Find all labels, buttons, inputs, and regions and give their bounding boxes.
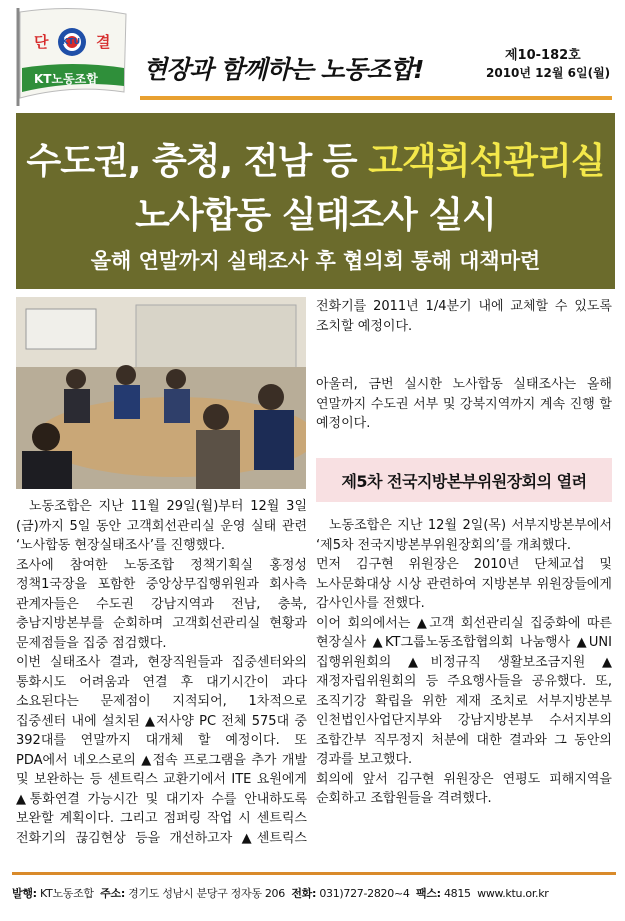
footer-website: www.ktu.or.kr — [477, 887, 549, 900]
union-flag-logo — [12, 6, 130, 106]
meeting-photo — [16, 297, 306, 489]
headline-line-1 — [16, 133, 615, 184]
article-1-paragraph-3-continuation: 전화기를 2011년 1/4분기 내에 교체할 수 있도록 조치할 예정이다. — [316, 299, 612, 334]
article-2-title: 제5차 전국지방본부위원장회의 열려 — [341, 471, 587, 491]
footer — [12, 885, 616, 901]
article-2-column — [316, 516, 612, 809]
headline-line-2: 노사합동 실태조사 실시 — [135, 195, 496, 236]
headline-line-1-text: 수도권, 충청, 전남 등 — [26, 141, 369, 182]
newsletter-slogan: 현장과 함께하는 노동조합! — [143, 55, 424, 84]
issue-number: 제10-182호 — [505, 48, 581, 63]
article-2-paragraph-1: 노동조합은 지난 12월 2일(목) 서부지방본부에서 ‘제5차 전국지방본부위원장회의’를 개최했다. — [316, 518, 612, 553]
issue-date: 2010년 12월 6일(월) — [486, 66, 611, 80]
footer-publisher-label: 발행: — [12, 887, 37, 900]
footer-phone: 031)727-2820~4 — [319, 887, 410, 900]
footer-phone-label: 전화: — [291, 887, 317, 900]
article-2-title-box — [316, 458, 612, 502]
footer-fax-label: 팩스: — [415, 887, 441, 900]
headline-subtitle: 올해 연말까지 실태조사 후 협의회 통해 대책마련 — [90, 249, 541, 273]
article-1-paragraph-3-continued — [316, 297, 612, 375]
flag-text-left: 단 — [34, 33, 49, 51]
footer-divider — [12, 872, 616, 875]
article-2-paragraph-4: 회의에 앞서 김구현 위원장은 연평도 피해지역을 순회하고 조합원들을 격려했다. — [316, 771, 612, 806]
headline-line-1-accent: 고객회선관리실 — [368, 141, 605, 182]
article-1-paragraph-4: 아울러, 금번 실시한 노사합동 실태조사는 올해 연말까지 수도권 서부 및 강북지역까지 계속 진행 할 예정이다. — [316, 377, 612, 431]
article-1-paragraph-1: 노동조합은 지난 11월 29일(월)부터 12월 3일(금)까지 5일 동안 고객회선관리실 운영 실태 관련 ‘노사합동 현장실태조사’를 진행했다. — [16, 499, 307, 553]
article-1-paragraph-2: 조사에 참여한 노동조합 정책기획실 홍정성 정책1국장을 포함한 중앙상무집행위원과 회사측 관계자들은 수도권 강남지역과 전남, 충북, 충남지방본부를 순회하며 고객회선관리실 현황과 문제점들을 집중 점검했다. — [16, 557, 307, 651]
article-1-paragraph-3 — [16, 653, 307, 848]
footer-address: 경기도 성남시 분당구 정자동 206 — [128, 887, 285, 900]
headline-box — [16, 113, 615, 289]
article-1-left-column — [16, 497, 307, 848]
article-2-paragraph-3: 이어 회의에서는 ▲고객 회선관리실 집중화에 따른 현장실사 ▲KT그룹노동조합협의회 나눔행사 ▲UNI 집행위원회의 ▲비정규직 생활보조금지원 ▲재정자립위원회의 등 주요행사들을 공유했다. 또, 조직기강 확립을 위한 제재 조치로 서부지방본부 인천법인사업단지부와 강남지방본부 수서지부의 조합간부 직무정지 처분에 대한 결과와 그 동안의 경과를 보고했다. — [316, 615, 612, 767]
flag-logo-text: KTU — [62, 37, 81, 46]
footer-publisher: KT노동조합 — [39, 887, 94, 900]
footer-fax: 4815 — [443, 887, 471, 900]
article-2-paragraph-2: 먼저 김구현 위원장은 2010년 단체교섭 및 노사문화대상 시상 관련하여 지방본부 위원장들에게 감사인사를 전했다. — [316, 557, 612, 611]
article-1-right-column — [316, 297, 612, 434]
article-1-paragraph-3-text: 이번 실태조사 결과, 현장직원들과 집중센터와의 통화시도 어려움과 연결 후 대기시간이 과다 소요된다는 문제점이 지적되어, 1차적으로 집중센터 내에 설치된 ▲저사양 PC 전체 575대 중 392대를 연말까지 대개체 할 예정이다. 또 PDA에서 네오스로의 ▲접속 프로그램을 추가 개발 및 보완하는 등 센트릭스 교환기에서 ITE 요원에게 ▲통화연결 가능시간 및 대기자 수를 안내하도록 보완할 계획이다. 그리고 점퍼링 작업 시 센트릭스 전화기의 끊김현상 등을 개선하고자 ▲센트릭스 — [16, 655, 307, 846]
footer-address-label: 주소: — [100, 887, 125, 900]
flag-text-right: 결 — [96, 33, 111, 51]
flag-banner-text: KT노동조합 — [34, 72, 98, 86]
header-divider — [140, 96, 612, 100]
